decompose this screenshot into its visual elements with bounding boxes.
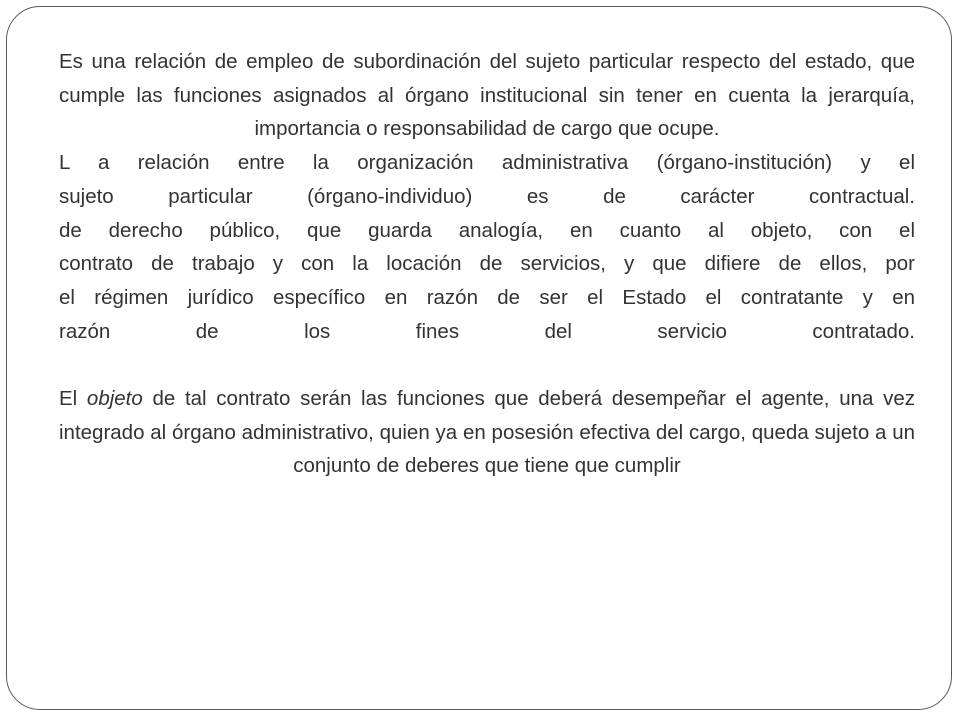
slide-text-body (59, 45, 915, 483)
paragraph-relation-line-5: el régimen jurídico específico en razón de ser el Estado el contratante y en (59, 285, 915, 309)
slide-frame (6, 6, 952, 710)
paragraph-object (59, 382, 915, 483)
paragraph-definition: Es una relación de empleo de subordinación del sujeto particular respecto del estado, que cumple las funciones asignados al órgano institucional sin tener en cuenta la jerarquía, importancia o responsabilidad de cargo que ocupe. (59, 50, 915, 141)
object-emphasis: objeto (86, 387, 143, 411)
object-rest: de tal contrato serán las funciones que deberá desempeñar el agente, una vez integrado al órgano administrativo, quien ya en posesión efectiva del cargo, queda sujeto a un conjunto de deberes que tiene que cumplir (59, 387, 915, 478)
paragraph-relation-line-1: L a relación entre la organización administrativa (órgano-institución) y el (59, 151, 915, 175)
object-prefix: El (59, 387, 87, 411)
paragraph-relation-line-3: de derecho público, que guarda analogía, en cuanto al objeto, con el (59, 218, 915, 242)
paragraph-spacer (59, 348, 915, 382)
paragraph-relation-line-2: sujeto particular (órgano-individuo) es de carácter contractual. (59, 184, 915, 208)
paragraph-relation-line-4: contrato de trabajo y con la locación de servicios, y que difiere de ellos, por (59, 252, 915, 276)
paragraph-relation-line-6: razón de los fines del servicio contratado. (59, 319, 915, 343)
